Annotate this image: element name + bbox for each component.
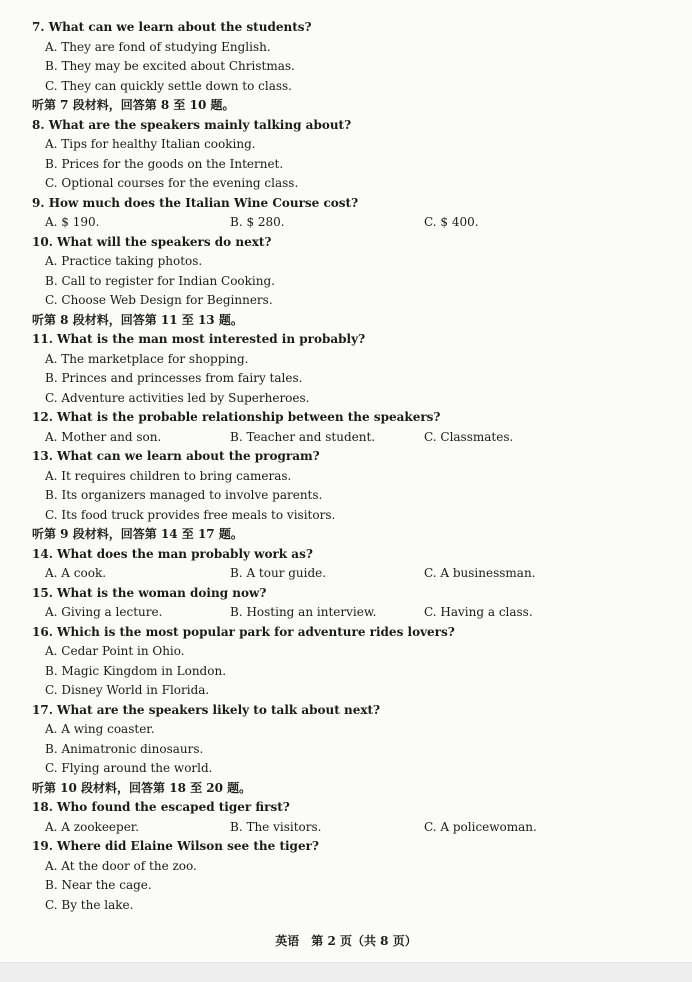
option-text: B. Teacher and student. bbox=[230, 429, 376, 444]
option-text: B. Hosting an interview. bbox=[230, 605, 377, 619]
option-text: B. Its organizers managed to involve parents. bbox=[45, 488, 323, 502]
question-list bbox=[32, 18, 652, 915]
option-text: A. The marketplace for shopping. bbox=[45, 351, 249, 366]
option-text: C. By the lake. bbox=[45, 897, 134, 912]
question-text: 12. What is the probable relationship between the speakers? bbox=[32, 410, 441, 424]
option-text: B. A tour guide. bbox=[230, 566, 327, 580]
option-text: B. Prices for the goods on the Internet. bbox=[45, 156, 284, 171]
option-text: C. Having a class. bbox=[424, 605, 533, 619]
question-text: 8. What are the speakers mainly talking about? bbox=[32, 117, 352, 132]
option-text: B. Magic Kingdom in London. bbox=[45, 663, 227, 678]
option-text: A. Practice taking photos. bbox=[45, 254, 203, 268]
option-text: B. Call to register for Indian Cooking. bbox=[45, 273, 275, 288]
option-text: B. $ 280. bbox=[230, 215, 285, 229]
option-text: C. Adventure activities led by Superheroes. bbox=[45, 390, 310, 405]
option-text: A. Cedar Point in Ohio. bbox=[45, 644, 185, 658]
question-text: 13. What can we learn about the program? bbox=[32, 449, 320, 463]
option-text: A. At the door of the zoo. bbox=[45, 858, 197, 873]
option-text: A. They are fond of studying English. bbox=[45, 39, 271, 54]
option-text: B. Animatronic dinosaurs. bbox=[45, 741, 204, 756]
question-text: 19. Where did Elaine Wilson see the tiger? bbox=[32, 839, 319, 853]
question-text: 7. What can we learn about the students? bbox=[32, 20, 312, 34]
option-row bbox=[32, 603, 652, 623]
option-text: A. It requires children to bring cameras. bbox=[45, 468, 292, 483]
option-text: A. A wing coaster. bbox=[45, 722, 155, 736]
option-text: C. Optional courses for the evening class. bbox=[45, 176, 299, 190]
section-instruction: 听第 8 段材料，回答第 11 至 13 题。 bbox=[32, 312, 243, 327]
section-instruction: 听第 7 段材料，回答第 8 至 10 题。 bbox=[32, 98, 235, 112]
option-text: C. $ 400. bbox=[424, 215, 479, 229]
option-text: C. They can quickly settle down to class. bbox=[45, 78, 292, 93]
question-text: 18. Who found the escaped tiger first? bbox=[32, 800, 290, 814]
option-text: A. A zookeeper. bbox=[45, 819, 140, 834]
option-text: C. Its food truck provides free meals to visitors. bbox=[45, 507, 336, 522]
section-instruction: 听第 10 段材料，回答第 18 至 20 题。 bbox=[32, 780, 252, 795]
option-text: A. A cook. bbox=[45, 566, 107, 580]
option-text: A. Tips for healthy Italian cooking. bbox=[45, 137, 256, 151]
option-text: B. Princes and princesses from fairy tales. bbox=[45, 371, 303, 385]
option-text: C. Classmates. bbox=[424, 429, 514, 444]
option-text: A. Mother and son. bbox=[45, 429, 162, 444]
option-text: A. $ 190. bbox=[45, 215, 100, 229]
question-text: 11. What is the man most interested in probably? bbox=[32, 332, 366, 346]
question-text: 15. What is the woman doing now? bbox=[32, 585, 267, 600]
section-instruction: 听第 9 段材料，回答第 14 至 17 题。 bbox=[32, 527, 243, 541]
viewer-bottom-strip bbox=[0, 962, 692, 982]
option-row bbox=[32, 428, 652, 448]
question-text: 16. Which is the most popular park for adventure rides lovers? bbox=[32, 624, 455, 639]
option-text: C. Disney World in Florida. bbox=[45, 683, 210, 697]
option-text: B. The visitors. bbox=[230, 819, 322, 834]
question-text: 9. How much does the Italian Wine Course cost? bbox=[32, 195, 359, 210]
option-row bbox=[32, 818, 652, 838]
option-row bbox=[32, 564, 652, 584]
option-text: C. Flying around the world. bbox=[45, 761, 213, 775]
option-text: B. Near the cage. bbox=[45, 878, 152, 892]
question-text: 10. What will the speakers do next? bbox=[32, 234, 272, 249]
question-text: 17. What are the speakers likely to talk about next? bbox=[32, 702, 381, 717]
option-text: C. A policewoman. bbox=[424, 819, 537, 834]
option-text: A. Giving a lecture. bbox=[45, 605, 163, 619]
page-footer: 英语 第 2 页（共 8 页） bbox=[275, 934, 417, 948]
question-text: 14. What does the man probably work as? bbox=[32, 546, 313, 561]
option-text: B. They may be excited about Christmas. bbox=[45, 59, 295, 73]
option-text: C. A businessman. bbox=[424, 566, 536, 580]
option-text: C. Choose Web Design for Beginners. bbox=[45, 293, 273, 307]
option-row bbox=[32, 213, 652, 233]
